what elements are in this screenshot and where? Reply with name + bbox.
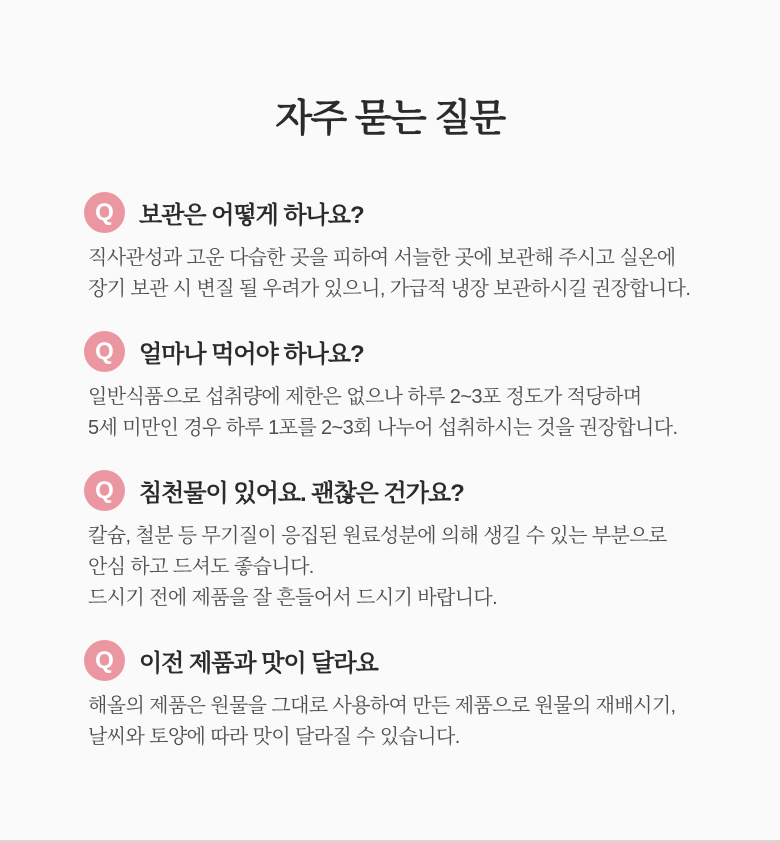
faq-question-row	[84, 192, 720, 233]
faq-item-sediment	[84, 470, 720, 614]
answer-line: 해올의 제품은 원물을 그대로 사용하여 만든 제품으로 원물의 재배시기,	[88, 695, 676, 717]
q-badge-icon	[84, 640, 125, 681]
faq-item-taste	[84, 640, 720, 753]
question-label: 침천물이 있어요. 괜찮은 건가요?	[139, 480, 464, 507]
faq-list	[84, 192, 720, 753]
answer-line: 안심 하고 드셔도 좋습니다.	[88, 556, 314, 578]
q-badge-icon	[84, 192, 125, 233]
q-badge-letter: Q	[95, 476, 114, 504]
question-label: 얼마나 먹어야 하나요?	[139, 341, 364, 368]
answer-line: 5세 미만인 경우 하루 1포를 2~3회 나누어 섭취하시는 것을 권장합니다.	[88, 417, 678, 439]
q-badge-letter: Q	[95, 198, 114, 226]
answer-line: 날씨와 토양에 따라 맛이 달라질 수 있습니다.	[88, 726, 460, 748]
q-badge-icon	[84, 331, 125, 372]
answer-line: 직사관성과 고운 다습한 곳을 피하여 서늘한 곳에 보관해 주시고 실온에	[88, 247, 676, 269]
answer-block	[88, 691, 720, 753]
answer-line: 드시기 전에 제품을 잘 흔들어서 드시기 바랍니다.	[88, 587, 498, 609]
question-label: 이전 제품과 맛이 달라요	[139, 650, 378, 677]
answer-block	[88, 382, 720, 444]
answer-line: 장기 보관 시 변질 될 우려가 있으니, 가급적 냉장 보관하시길 권장합니다.	[88, 278, 691, 300]
answer-line: 칼슘, 철분 등 무기질이 응집된 원료성분에 의해 생길 수 있는 부분으로	[88, 525, 667, 547]
faq-item-storage	[84, 192, 720, 305]
q-badge-letter: Q	[95, 646, 114, 674]
answer-line: 일반식품으로 섭취량에 제한은 없으나 하루 2~3포 정도가 적당하며	[88, 386, 642, 408]
faq-question-row	[84, 331, 720, 372]
question-label: 보관은 어떻게 하나요?	[139, 202, 364, 229]
page-title: 자주 묻는 질문	[275, 98, 505, 140]
faq-question-row	[84, 640, 720, 681]
q-badge-letter: Q	[95, 337, 114, 365]
q-badge-icon	[84, 470, 125, 511]
answer-block	[88, 243, 720, 305]
answer-block	[88, 521, 720, 614]
faq-item-dosage	[84, 331, 720, 444]
faq-question-row	[84, 470, 720, 511]
